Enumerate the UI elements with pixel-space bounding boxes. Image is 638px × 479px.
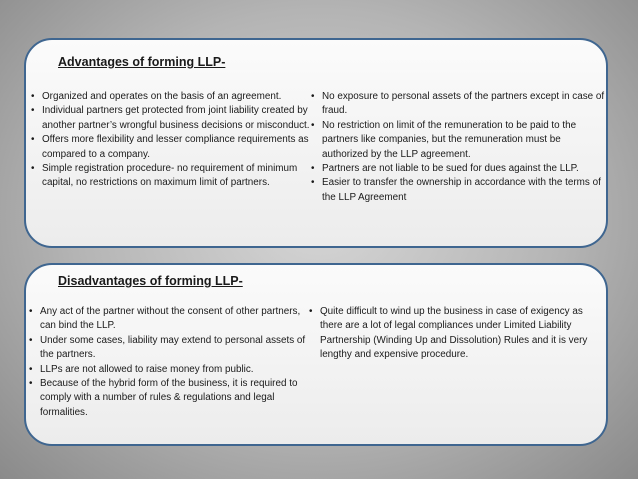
- list-item: • Because of the hybrid form of the business, it is required to comply with a number of rules & regulations and legal formalities.: [28, 377, 314, 420]
- list-item: • Offers more flexibility and lesser compliance requirements as compared to a company.: [30, 133, 314, 162]
- disadvantages-right-list: [308, 305, 604, 363]
- advantages-right-list: [310, 90, 606, 205]
- disadvantages-left-list: [28, 305, 314, 420]
- list-item: • Individual partners get protected from joint liability created by another partner’s wrongful business decisions or misconduct.: [30, 104, 314, 133]
- advantages-title: Advantages of forming LLP-: [58, 55, 226, 69]
- list-item: • Under some cases, liability may extend to personal assets of the partners.: [28, 334, 314, 363]
- disadvantages-title: Disadvantages of forming LLP-: [58, 274, 243, 288]
- advantages-panel: [24, 38, 608, 248]
- list-item: • No exposure to personal assets of the partners except in case of fraud.: [310, 90, 606, 119]
- list-item: • No restriction on limit of the remuneration to be paid to the partners like companies, but the remuneration must be authorized by the LLP agreement.: [310, 119, 606, 162]
- list-item: • Simple registration procedure- no requirement of minimum capital, no restrictions on maximum limit of partners.: [30, 162, 314, 191]
- list-item: • Any act of the partner without the consent of other partners, can bind the LLP.: [28, 305, 314, 334]
- list-item: • Easier to transfer the ownership in accordance with the terms of the LLP Agreement: [310, 176, 606, 205]
- list-item: • Organized and operates on the basis of an agreement.: [30, 90, 314, 104]
- disadvantages-panel: [24, 263, 608, 446]
- advantages-left-list: [30, 90, 314, 191]
- list-item: • Partners are not liable to be sued for dues against the LLP.: [310, 162, 606, 176]
- list-item: • LLPs are not allowed to raise money from public.: [28, 363, 314, 377]
- list-item: • Quite difficult to wind up the business in case of exigency as there are a lot of legal compliances under Limited Liability Partnership (Winding Up and Dissolution) Rules and it is very lengthy and expensive procedure.: [308, 305, 604, 363]
